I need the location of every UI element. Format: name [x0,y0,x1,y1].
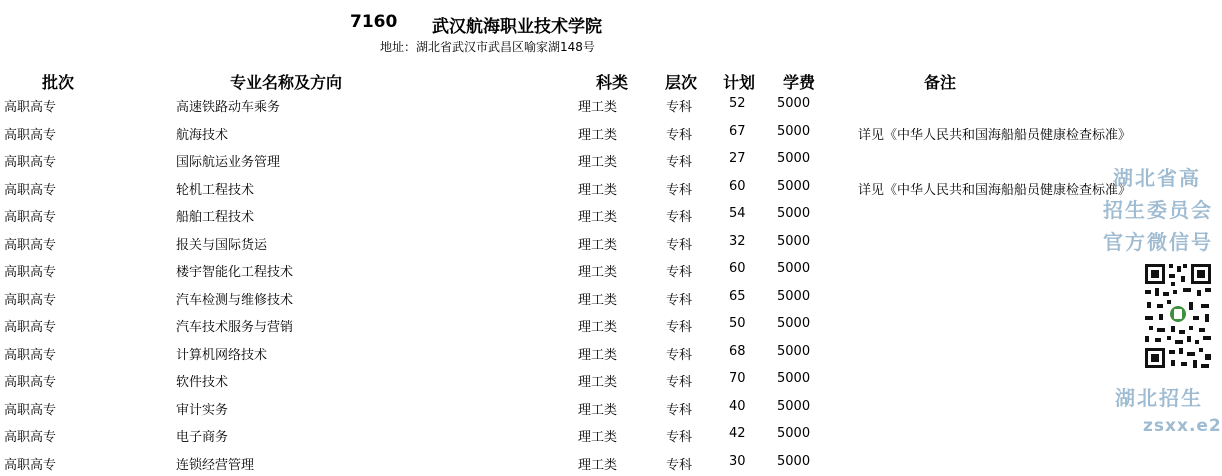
cell-level: 专科 [666,316,692,335]
cell-batch: 高职高专 [4,124,56,143]
cell-fee: 5000 [777,454,810,469]
cell-major: 报关与国际货运 [176,234,267,253]
cell-plan: 60 [729,261,746,276]
table-body [0,91,1210,476]
cell-fee: 5000 [777,289,810,304]
cell-category: 理工类 [578,316,617,335]
table-row [0,174,1210,202]
cell-plan: 50 [729,316,746,331]
school-name: 武汉航海职业技术学院 [432,12,602,37]
cell-level: 专科 [666,179,692,198]
cell-batch: 高职高专 [4,206,56,225]
cell-batch: 高职高专 [4,151,56,170]
cell-fee: 5000 [777,261,810,276]
qr-code-icon [1143,262,1213,370]
table-row [0,146,1210,174]
cell-fee: 5000 [777,316,810,331]
cell-note: 详见《中华人民共和国海船船员健康检查标准》 [858,179,1131,198]
table-row [0,394,1210,422]
table-row [0,366,1210,394]
cell-batch: 高职高专 [4,261,56,280]
cell-category: 理工类 [578,179,617,198]
cell-major: 船舶工程技术 [176,206,254,225]
cell-batch: 高职高专 [4,289,56,308]
cell-major: 审计实务 [176,399,228,418]
cell-fee: 5000 [777,399,810,414]
cell-fee: 5000 [777,179,810,194]
watermark [1095,160,1210,473]
cell-level: 专科 [666,151,692,170]
table-row [0,311,1210,339]
table-row [0,339,1210,367]
header-note: 备注 [924,70,956,92]
table-row [0,284,1210,312]
cell-plan: 40 [729,399,746,414]
cell-plan: 30 [729,454,746,469]
table-row [0,421,1210,449]
table-row [0,91,1210,119]
cell-plan: 65 [729,289,746,304]
cell-plan: 67 [729,124,746,139]
cell-major: 汽车检测与维修技术 [176,289,293,308]
cell-major: 汽车技术服务与营销 [176,316,293,335]
table-row [0,229,1210,257]
cell-fee: 5000 [777,371,810,386]
school-code: 7160 [350,12,397,32]
cell-level: 专科 [666,234,692,253]
cell-level: 专科 [666,289,692,308]
header-batch: 批次 [42,70,74,92]
cell-category: 理工类 [578,426,617,445]
cell-category: 理工类 [578,206,617,225]
cell-batch: 高职高专 [4,371,56,390]
table-row [0,256,1210,284]
cell-plan: 27 [729,151,746,166]
cell-category: 理工类 [578,261,617,280]
cell-plan: 60 [729,179,746,194]
cell-category: 理工类 [578,399,617,418]
cell-fee: 5000 [777,234,810,249]
cell-plan: 32 [729,234,746,249]
cell-major: 轮机工程技术 [176,179,254,198]
cell-major: 国际航运业务管理 [176,151,280,170]
cell-level: 专科 [666,399,692,418]
header-major: 专业名称及方向 [230,70,342,92]
cell-level: 专科 [666,96,692,115]
watermark-line: 湖北招生 [1115,382,1203,411]
cell-batch: 高职高专 [4,316,56,335]
cell-major: 软件技术 [176,371,228,390]
watermark-url: zsxx.e2 [1143,416,1222,436]
cell-major: 航海技术 [176,124,228,143]
header-category: 科类 [596,70,628,92]
cell-batch: 高职高专 [4,234,56,253]
cell-category: 理工类 [578,289,617,308]
watermark-line: 湖北省高 [1113,162,1201,191]
cell-major: 楼宇智能化工程技术 [176,261,293,280]
table-row [0,119,1210,147]
cell-batch: 高职高专 [4,96,56,115]
table-row [0,449,1210,476]
cell-fee: 5000 [777,96,810,111]
cell-level: 专科 [666,124,692,143]
school-address: 地址：湖北省武汉市武昌区喻家湖148号 [380,38,595,55]
cell-major: 计算机网络技术 [176,344,267,363]
cell-category: 理工类 [578,234,617,253]
cell-level: 专科 [666,344,692,363]
cell-level: 专科 [666,261,692,280]
cell-plan: 52 [729,96,746,111]
cell-category: 理工类 [578,124,617,143]
cell-fee: 5000 [777,426,810,441]
cell-level: 专科 [666,371,692,390]
cell-category: 理工类 [578,96,617,115]
cell-category: 理工类 [578,344,617,363]
cell-batch: 高职高专 [4,399,56,418]
cell-level: 专科 [666,454,692,473]
cell-batch: 高职高专 [4,179,56,198]
watermark-line: 招生委员会 [1103,194,1213,223]
header-level: 层次 [665,70,697,92]
watermark-line: 官方微信号 [1103,226,1213,255]
cell-category: 理工类 [578,454,617,473]
page-header [0,10,1210,60]
cell-category: 理工类 [578,151,617,170]
cell-major: 连锁经营管理 [176,454,254,473]
cell-batch: 高职高专 [4,454,56,473]
cell-plan: 68 [729,344,746,359]
header-fee: 学费 [783,70,815,92]
cell-major: 电子商务 [176,426,228,445]
cell-note: 详见《中华人民共和国海船船员健康检查标准》 [858,124,1131,143]
cell-batch: 高职高专 [4,344,56,363]
cell-plan: 70 [729,371,746,386]
cell-fee: 5000 [777,344,810,359]
table-row [0,201,1210,229]
header-plan: 计划 [723,70,755,92]
cell-category: 理工类 [578,371,617,390]
cell-fee: 5000 [777,124,810,139]
cell-plan: 42 [729,426,746,441]
cell-batch: 高职高专 [4,426,56,445]
cell-major: 高速铁路动车乘务 [176,96,280,115]
cell-level: 专科 [666,426,692,445]
cell-fee: 5000 [777,206,810,221]
cell-fee: 5000 [777,151,810,166]
cell-level: 专科 [666,206,692,225]
cell-plan: 54 [729,206,746,221]
